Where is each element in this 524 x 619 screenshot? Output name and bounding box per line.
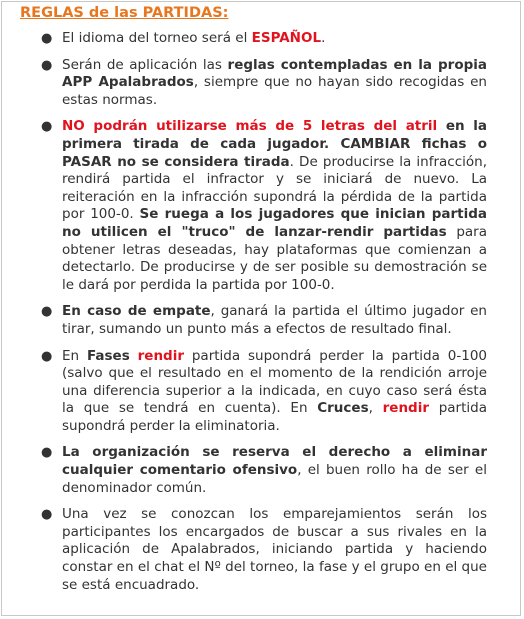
rule-text: partida supondrá perder la partida 0-100 (salvo que el resultado en el momento de la rendición arroje una diferencia superior a la indicada, en cuyo caso será ésta la que se tendrá en cuenta). En bbox=[62, 347, 487, 417]
bullet-icon: ● bbox=[41, 348, 53, 364]
emphasis-bold-text: Se ruega a los jugadores que inician partida no utilicen el "truco" de lanzar-rendir partidas bbox=[62, 206, 487, 240]
rules-list bbox=[0, 30, 524, 603]
bullet-icon: ● bbox=[41, 445, 53, 461]
rule-text bbox=[130, 348, 138, 364]
rule-text: , el buen rollo ha de ser el denominador común. bbox=[62, 462, 487, 496]
rule-text: , siempre que no hayan sido recogidas en estas normas. bbox=[62, 74, 487, 108]
rule-text: . De producirse la infracción, rendirá partida el infractor y se iniciará de nuevo. La reiteración en la infracción supondrá la pérdida de la partida por 100-0. bbox=[62, 153, 487, 223]
bullet-icon: ● bbox=[41, 507, 53, 523]
emphasis-red-text: rendir bbox=[137, 347, 184, 364]
rule-text: partida supondrá perder la eliminatoria. bbox=[62, 400, 487, 434]
emphasis-red-text: rendir bbox=[382, 400, 429, 417]
rule-item bbox=[41, 30, 487, 48]
emphasis-bold-text: Cruces bbox=[317, 400, 369, 417]
rule-item bbox=[41, 347, 487, 436]
emphasis-red-text: NO podrán utilizarse más de 5 letras del atril bbox=[62, 118, 438, 135]
emphasis-bold-text: La organización se reserva el derecho a eliminar cualquier comentario ofensivo bbox=[62, 444, 487, 479]
emphasis-bold-text: En caso de empate bbox=[62, 303, 211, 320]
page-title-text: REGLAS de las PARTIDAS bbox=[20, 5, 223, 21]
emphasis-bold-text: Fases bbox=[86, 347, 130, 364]
rule-text: Serán de aplicación las bbox=[62, 56, 228, 73]
rule-text: , bbox=[368, 400, 383, 417]
bullet-icon: ● bbox=[41, 31, 53, 46]
rule-item bbox=[41, 118, 487, 294]
emphasis-bold-text: en la primera tirada de cada jugador. CAMBIAR fichas o PASAR no se considera tirada bbox=[62, 118, 487, 170]
rule-text: , ganará la partida el último jugador en tirar, sumando un punto más a efectos de resultado final. bbox=[62, 303, 487, 337]
rule-item bbox=[41, 506, 487, 594]
rule-text: Una vez se conozcan los emparejamientos serán los participantes los encargados de buscar a sus rivales en la aplicación de Apalabrados, iniciando partida y haciendo constar en el chat el Nº del torneo, la fase y el grupo en el que se está encuadrado. bbox=[62, 506, 487, 593]
rule-item bbox=[41, 444, 487, 497]
emphasis-bold-text: reglas contempladas en la propia APP Apalabrados bbox=[62, 56, 487, 91]
emphasis-red-text: ESPAÑOL bbox=[251, 30, 322, 46]
rule-item bbox=[41, 303, 487, 338]
rule-text: En bbox=[62, 347, 87, 364]
page-title-colon: : bbox=[222, 5, 229, 21]
bullet-icon: ● bbox=[41, 57, 53, 73]
rule-item bbox=[41, 56, 487, 110]
bullet-icon: ● bbox=[41, 119, 53, 135]
rule-text: para obtener letras deseadas, hay plataformas que comienzan a detectarlo. De producirse y de ser posible su demostración se le dará por perdida la partida por 100-0. bbox=[62, 223, 487, 293]
bullet-icon: ● bbox=[41, 304, 53, 320]
rule-text: . bbox=[321, 30, 326, 46]
page-title bbox=[20, 5, 228, 21]
rule-text: El idioma del torneo será el bbox=[62, 30, 252, 46]
